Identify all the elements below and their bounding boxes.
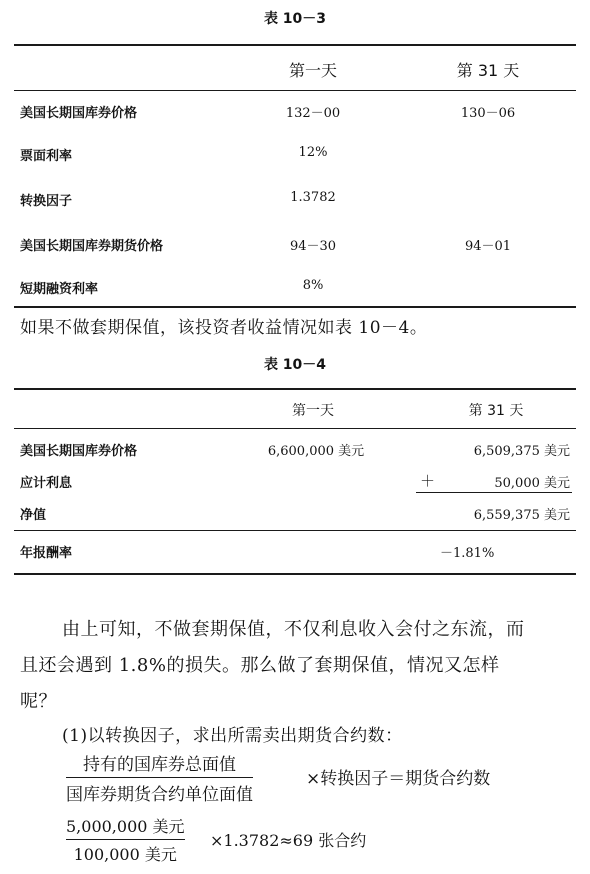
row-label: 转换因子 bbox=[20, 194, 73, 209]
row-value-day31: 6,559,375 美元 bbox=[473, 508, 570, 523]
row-value-day31: 94－01 bbox=[464, 239, 512, 254]
table-10-3-col-day31: 第 31 天 bbox=[456, 61, 520, 80]
formula-1-tail: ×转换因子＝期货合约数 bbox=[306, 769, 491, 789]
table-10-3-col-day1: 第一天 bbox=[288, 61, 338, 80]
formula-2-fraction bbox=[66, 814, 185, 865]
table-10-3-caption: 表 10－3 bbox=[263, 11, 327, 27]
formula-2-tail: ×1.3782≈69 张合约 bbox=[210, 831, 367, 850]
table-10-4-col-day31: 第 31 天 bbox=[468, 403, 524, 419]
row-label: 应计利息 bbox=[20, 476, 73, 491]
row-value-day1: 12% bbox=[298, 145, 328, 160]
fraction-bar bbox=[66, 777, 253, 778]
table-10-4-top-rule bbox=[14, 388, 576, 390]
row-label: 美国长期国库券期货价格 bbox=[20, 239, 164, 254]
fraction-bar bbox=[66, 839, 185, 840]
paragraph-line-3: 呢？ bbox=[20, 691, 57, 712]
formula-2-numerator: 5,000,000 美元 bbox=[66, 817, 185, 836]
row-label: 美国长期国库券价格 bbox=[20, 444, 138, 459]
paragraph-line-1: 由上可知，不做套期保值，不仅利息收入会付之东流，而 bbox=[62, 619, 525, 640]
table-10-4-bottom-rule bbox=[14, 573, 576, 575]
table-10-4-header-rule bbox=[14, 428, 576, 429]
row-value-day1: 1.3782 bbox=[290, 190, 336, 205]
intro-line: 如果不做套期保值，该投资者收益情况如表 10－4。 bbox=[20, 318, 428, 338]
table-10-3-bottom-rule bbox=[14, 306, 576, 308]
row-label: 票面利率 bbox=[20, 149, 73, 164]
row-value-day1: 8% bbox=[302, 278, 324, 293]
formula-1-numerator: 持有的国库券总面值 bbox=[83, 755, 236, 775]
table-10-3-top-rule bbox=[14, 44, 576, 46]
sum-rule bbox=[416, 492, 572, 493]
row-value-day31: 130－06 bbox=[460, 106, 516, 121]
paragraph-line-2: 且还会遇到 1.8%的损失。那么做了套期保值，情况又怎样 bbox=[20, 655, 500, 676]
table-10-3-header-rule bbox=[14, 90, 576, 91]
row-label: 美国长期国库券价格 bbox=[20, 106, 138, 121]
formula-1-denominator: 国库券期货合约单位面值 bbox=[66, 785, 253, 806]
table-10-4-caption: 表 10－4 bbox=[263, 357, 327, 373]
formula-1-fraction bbox=[66, 750, 253, 805]
row-value-day1: 6,600,000 美元 bbox=[267, 444, 365, 459]
row-value-day31: 6,509,375 美元 bbox=[473, 444, 570, 459]
row-label: 短期融资利率 bbox=[20, 282, 99, 297]
formula-2-denominator: 100,000 美元 bbox=[73, 845, 177, 865]
table-10-4-inner-rule bbox=[14, 530, 576, 531]
row-value-day31: 50,000 美元 bbox=[494, 476, 570, 491]
row-value-day1: 94－30 bbox=[289, 239, 337, 254]
table-10-4-col-day1: 第一天 bbox=[292, 403, 334, 419]
row-value-day31: －1.81% bbox=[440, 546, 495, 561]
step-1-text: (1)以转换因子，求出所需卖出期货合约数： bbox=[62, 726, 403, 746]
row-label: 年报酬率 bbox=[20, 546, 73, 561]
row-value-day1: 132－00 bbox=[285, 106, 341, 121]
plus-sign: ＋ bbox=[420, 472, 436, 490]
row-label: 净值 bbox=[20, 508, 47, 523]
